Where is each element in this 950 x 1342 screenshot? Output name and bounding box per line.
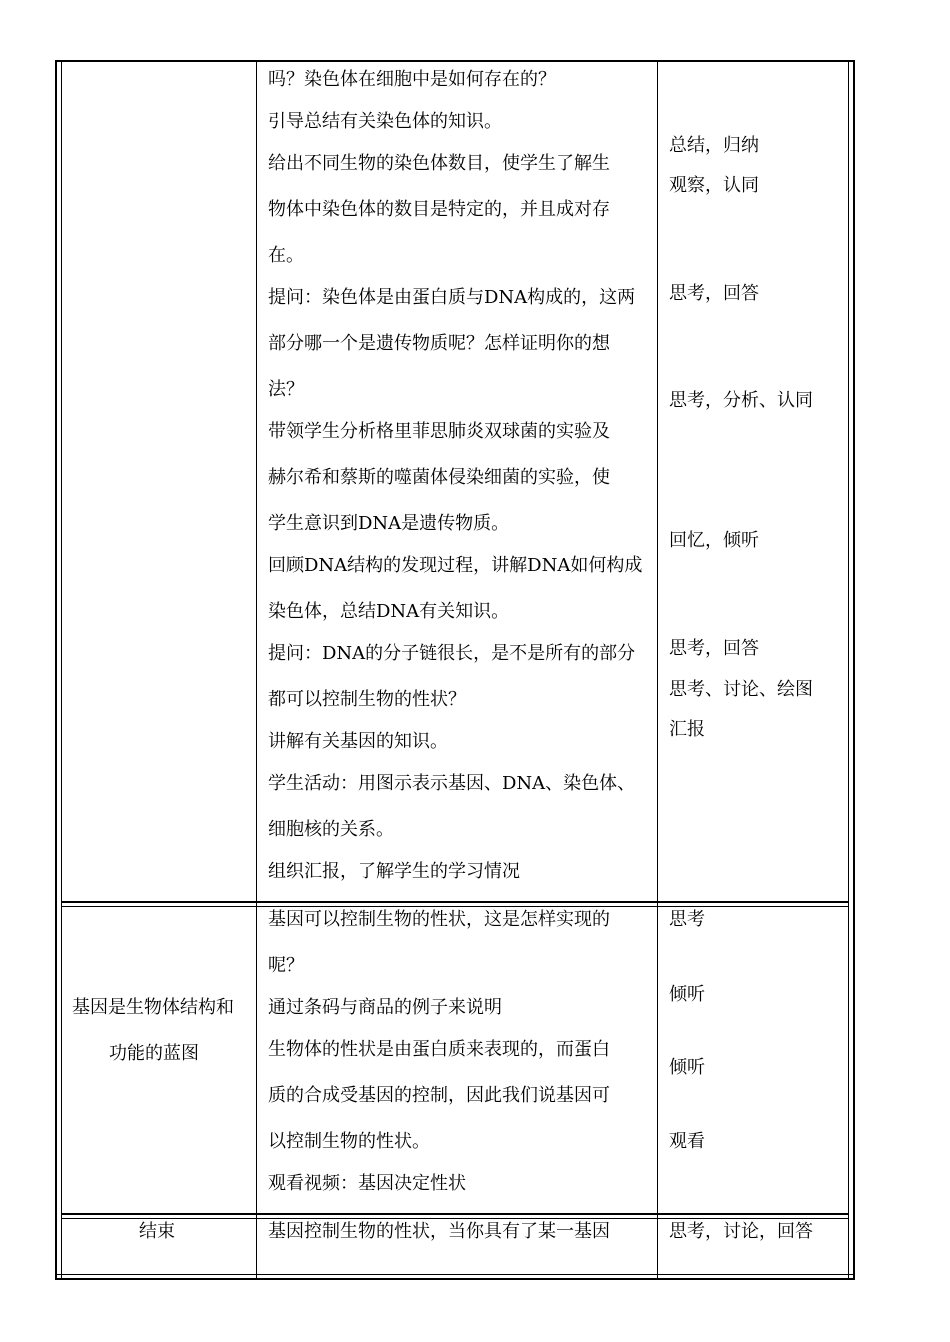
table-border-bottom-inner (55, 1274, 855, 1275)
row2-stage-text: 功能的蓝图 (109, 1043, 199, 1064)
row1-student-text: 回忆，倾听 (669, 530, 759, 551)
row-divider-2a (62, 1213, 848, 1215)
row2-stage-text: 基因是生物体结构和 (72, 997, 234, 1018)
row2-student-text: 倾听 (669, 1057, 705, 1078)
row1-student-text: 思考，回答 (669, 638, 759, 659)
row2-student-text: 观看 (669, 1131, 705, 1152)
row2-student-text: 倾听 (669, 984, 705, 1005)
table-border-right-inner (848, 60, 849, 1280)
table-border-left-outer (55, 60, 57, 1280)
row1-student-text: 思考、讨论、绘图 (669, 679, 813, 700)
row1-teacher-text: 吗？染色体在细胞中是如何存在的？ (268, 69, 556, 90)
row2-teacher-text: 基因可以控制生物的性状，这是怎样实现的 (268, 909, 610, 930)
row1-teacher-text: 提问：DNA的分子链很长，是不是所有的部分 (268, 643, 636, 664)
row1-teacher-text: 回顾DNA结构的发现过程，讲解DNA如何构成 (268, 555, 643, 576)
row1-teacher-text: 细胞核的关系。 (268, 819, 394, 840)
row1-student-text: 总结，归纳 (669, 135, 759, 156)
row1-teacher-text: 组织汇报，了解学生的学习情况 (268, 861, 520, 882)
row1-teacher-text: 提问：染色体是由蛋白质与DNA构成的，这两 (268, 287, 636, 308)
row-divider-1b (62, 906, 848, 907)
row1-teacher-text: 引导总结有关染色体的知识。 (268, 111, 502, 132)
row3-student-text: 思考，讨论，回答 (669, 1221, 813, 1242)
row2-student-text: 思考 (669, 909, 705, 930)
row2-teacher-text: 通过条码与商品的例子来说明 (268, 997, 502, 1018)
row2-teacher-text: 观看视频：基因决定性状 (268, 1173, 466, 1194)
row1-teacher-text: 染色体，总结DNA有关知识。 (268, 601, 510, 622)
row-divider-2b (62, 1218, 848, 1219)
row3-stage-text: 结束 (139, 1221, 175, 1242)
row1-teacher-text: 部分哪一个是遗传物质呢？怎样证明你的想 (268, 333, 610, 354)
row1-teacher-text: 学生活动：用图示表示基因、DNA、染色体、 (268, 773, 636, 794)
row-divider-1a (62, 901, 848, 903)
table-border-top-outer (55, 60, 855, 62)
row1-teacher-text: 带领学生分析格里菲思肺炎双球菌的实验及 (268, 421, 610, 442)
row1-teacher-text: 物体中染色体的数目是特定的，并且成对存 (268, 199, 610, 220)
row1-student-text: 汇报 (669, 719, 705, 740)
row1-teacher-text: 讲解有关基因的知识。 (268, 731, 448, 752)
row3-teacher-text: 基因控制生物的性状，当你具有了某一基因 (268, 1221, 610, 1242)
row2-teacher-text: 生物体的性状是由蛋白质来表现的，而蛋白 (268, 1039, 610, 1060)
row2-teacher-text: 呢？ (268, 955, 304, 976)
row1-teacher-text: 法？ (268, 379, 304, 400)
table-border-bottom-outer (55, 1278, 855, 1280)
column-divider-2 (657, 60, 658, 1280)
row1-student-text: 观察，认同 (669, 175, 759, 196)
row1-teacher-text: 都可以控制生物的性状？ (268, 689, 466, 710)
row2-teacher-text: 以控制生物的性状。 (268, 1131, 430, 1152)
row1-student-text: 思考，回答 (669, 283, 759, 304)
table-border-right-outer (853, 60, 855, 1280)
column-divider-1 (256, 60, 257, 1280)
row1-teacher-text: 在。 (268, 245, 304, 266)
table-border-left-inner (61, 60, 62, 1280)
row2-teacher-text: 质的合成受基因的控制，因此我们说基因可 (268, 1085, 610, 1106)
row1-teacher-text: 给出不同生物的染色体数目，使学生了解生 (268, 153, 610, 174)
row1-teacher-text: 学生意识到DNA是遗传物质。 (268, 513, 510, 534)
row1-student-text: 思考，分析、认同 (669, 390, 813, 411)
row1-teacher-text: 赫尔希和蔡斯的噬菌体侵染细菌的实验，使 (268, 467, 610, 488)
